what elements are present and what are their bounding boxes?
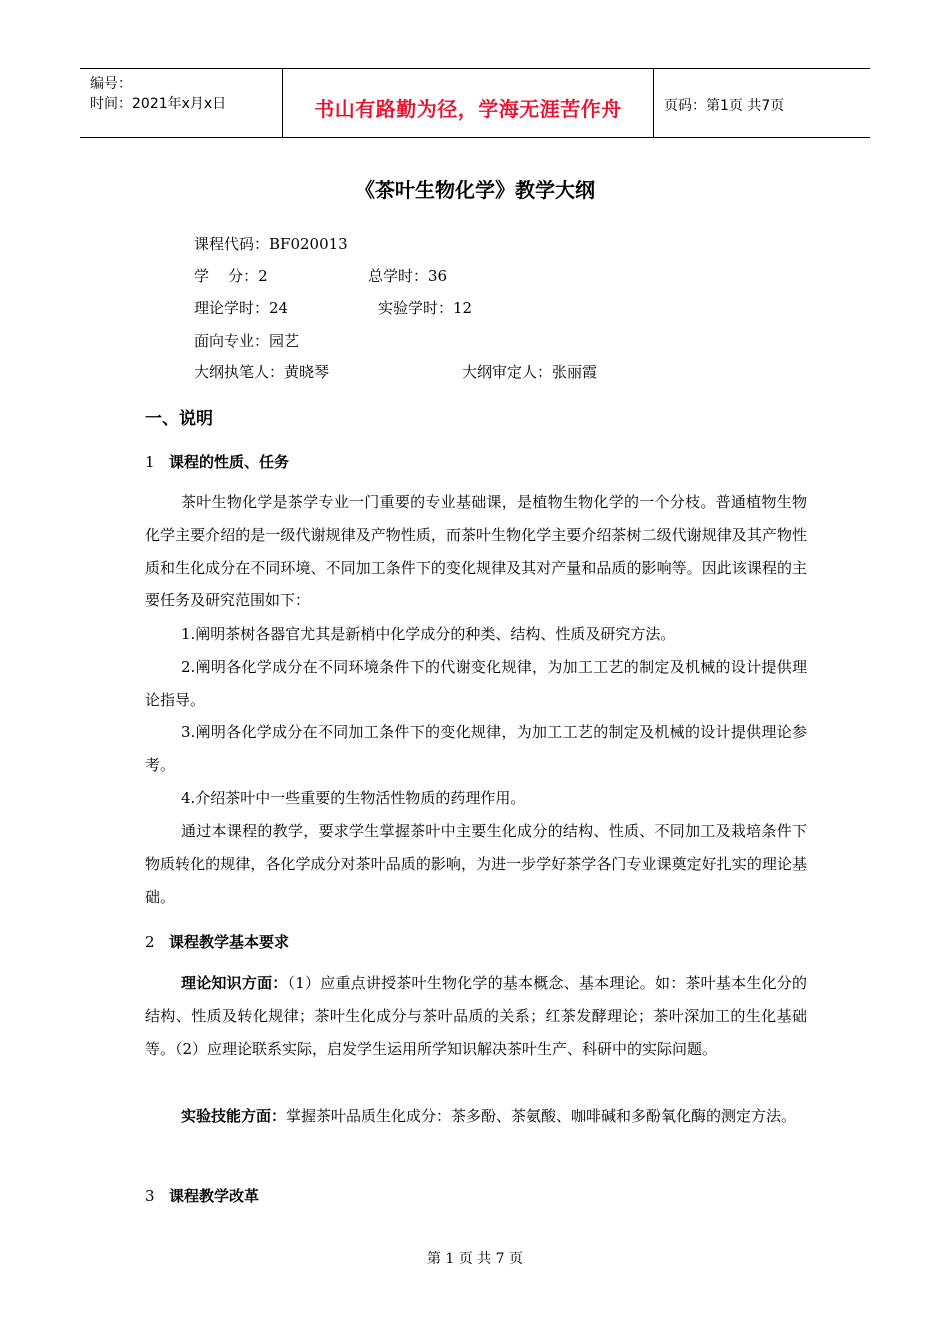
reviewer-value: 张丽霞 [552, 363, 598, 381]
syllabus-author [194, 361, 329, 382]
lab-requirement-label: 实验技能方面： [181, 1107, 287, 1125]
time-label: 时间：2021年x月x日 [90, 96, 227, 112]
credit [194, 265, 268, 286]
subsection-heading-nature [145, 451, 289, 472]
subsection-heading-reform [145, 1185, 259, 1206]
credit-label: 学 分： [194, 267, 259, 285]
theory-requirement-text: （1）应重点讲授茶叶生物化学的基本概念、基本理论。如：茶叶基本生化分的结构、性质及转化规律；茶叶生化成分与茶叶品质的关系；红茶发酵理论；茶叶深加工的生化基础等。（2）应理论联系实际，启发学生运用所学知识解决茶叶生产、科研中的实际问题。 [145, 974, 807, 1058]
reviewer-label: 大纲审定人： [462, 363, 553, 381]
lab-hours-value: 12 [453, 299, 473, 317]
task-item-4: 4.介绍茶叶中一些重要的生物活性物质的药理作用。 [181, 789, 526, 807]
course-code-label: 课程代码： [194, 235, 270, 253]
header-meta-cell [80, 69, 283, 137]
total-hours [368, 265, 447, 286]
subsection-number: 3 [145, 1187, 155, 1205]
theory-hours [194, 297, 288, 318]
author-value: 黄晓琴 [284, 363, 330, 381]
motto-text: 书山有路勤为径，学海无涯苦作舟 [314, 97, 622, 121]
target-major [194, 330, 299, 351]
header-motto-cell [283, 69, 654, 137]
task-item-1: 1.阐明茶树各器官尤其是新梢中化学成分的种类、结构、性质及研究方法。 [181, 625, 676, 643]
document-title: 《茶叶生物化学》教学大纲 [355, 178, 595, 202]
nature-intro-paragraph: 茶叶生物化学是茶学专业一门重要的专业基础课，是植物生物化学的一个分枝。普通植物生物化学主要介绍的是一级代谢规律及产物性质，而茶叶生物化学主要介绍茶树二级代谢规律及其产物性质和生化成分在不同环境、不同加工条件下的变化规律及其对产量和品质的影响等。因此该课程的主要任务及研究范围如下： [145, 493, 807, 610]
target-major-value: 园艺 [269, 332, 300, 350]
task-item-3: 3.阐明各化学成分在不同加工条件下的变化规律，为加工工艺的制定及机械的设计提供理论参考。 [145, 723, 807, 774]
lab-hours [378, 297, 472, 318]
credit-value: 2 [258, 267, 268, 285]
lab-requirement-paragraph [145, 1100, 807, 1133]
course-code [194, 233, 348, 254]
theory-hours-value: 24 [269, 299, 289, 317]
theory-requirement-label: 理论知识方面： [181, 974, 288, 992]
subsection-title: 课程的性质、任务 [169, 453, 290, 471]
theory-hours-label: 理论学时： [194, 299, 270, 317]
task-item-2: 2.阐明各化学成分在不同环境条件下的代谢变化规律，为加工工艺的制定及机械的设计提供理论指导。 [145, 658, 807, 709]
section-heading-explanation: 一、说明 [145, 409, 213, 429]
subsection-number: 1 [145, 453, 155, 471]
header-page-label: 页码：第1页 共7页 [664, 98, 785, 114]
subsection-number: 2 [145, 933, 155, 951]
theory-requirement-paragraph [145, 967, 807, 1065]
nature-summary-paragraph: 通过本课程的教学，要求学生掌握茶叶中主要生化成分的结构、性质、不同加工及栽培条件下物质转化的规律，各化学成分对茶叶品质的影响，为进一步学好茶学各门专业课奠定好扎实的理论基础。 [145, 822, 807, 906]
total-hours-label: 总学时： [368, 267, 429, 285]
subsection-heading-requirements [145, 931, 289, 952]
subsection-title: 课程教学基本要求 [169, 933, 290, 951]
page-header [80, 68, 870, 138]
subsection-title: 课程教学改革 [169, 1187, 260, 1205]
page-footer: 第 1 页 共 7 页 [426, 1251, 524, 1267]
author-label: 大纲执笔人： [194, 363, 285, 381]
total-hours-value: 36 [428, 267, 448, 285]
course-code-value: BF020013 [269, 235, 348, 253]
target-major-label: 面向专业： [194, 332, 270, 350]
syllabus-reviewer [462, 361, 597, 382]
number-label: 编号： [90, 76, 132, 92]
lab-hours-label: 实验学时： [378, 299, 454, 317]
lab-requirement-text: 掌握茶叶品质生化成分：茶多酚、茶氨酸、咖啡碱和多酚氧化酶的测定方法。 [286, 1107, 797, 1125]
